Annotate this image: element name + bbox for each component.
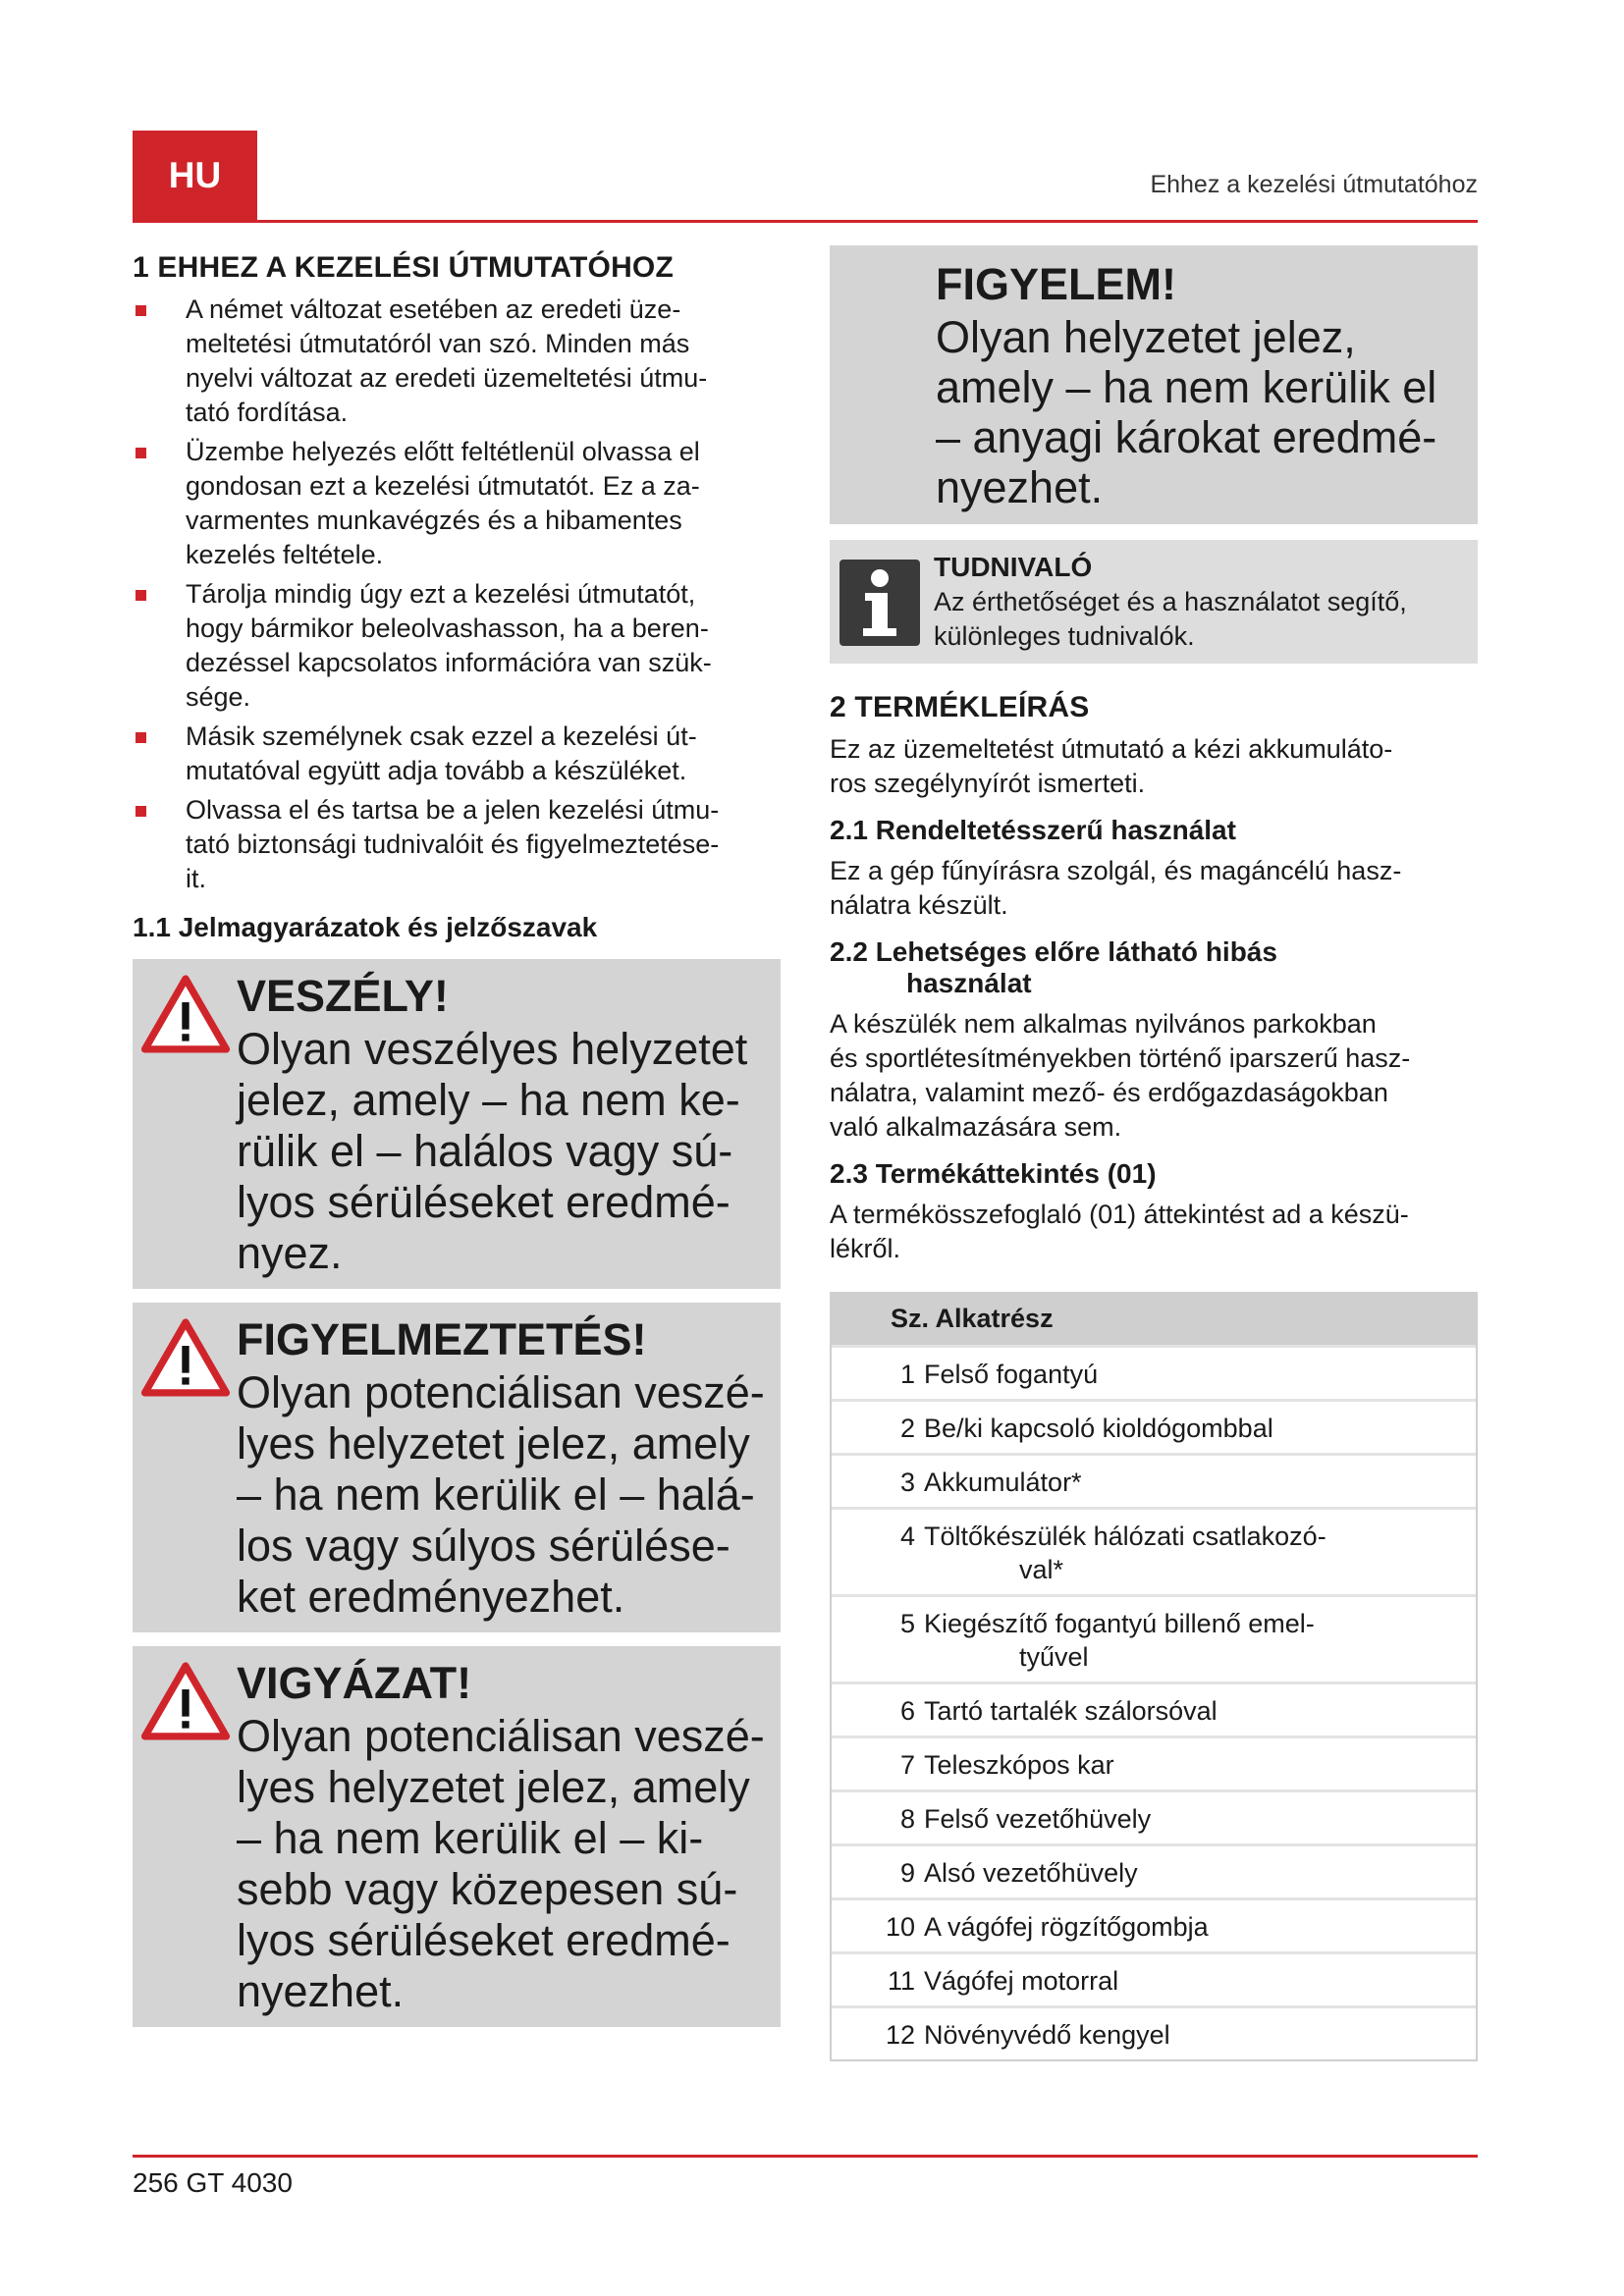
parts-table <box>830 1292 1478 2061</box>
bullet-square-icon <box>135 806 146 817</box>
bullet-item: Üzembe helyezés előtt feltétlenül olvassa el gondosan ezt a kezelési útmutatót. Ez a za- varmentes munkavégzés és a hibamentes kezelés feltétele. <box>133 435 781 572</box>
table-row: 7 Teleszkópos kar <box>832 1735 1476 1789</box>
section-1-title: 1 EHHEZ A KEZELÉSI ÚTMUTATÓHOZ <box>133 251 674 284</box>
section-2-title: 2 TERMÉKLEÍRÁS <box>830 691 1090 723</box>
warning-title: FIGYELMEZTETÉS! <box>237 1314 647 1364</box>
intro-bullet-list <box>133 293 781 896</box>
bullet-square-icon <box>135 590 146 601</box>
table-row: 11 Vágófej motorral <box>832 1951 1476 2005</box>
bullet-square-icon <box>135 732 146 743</box>
note-title: TUDNIVALÓ <box>934 552 1093 582</box>
subsection-2-3-title: 2.3 Termékáttekintés (01) <box>830 1158 1157 1189</box>
table-row: 12 Növényvédő kengyel <box>832 2005 1476 2059</box>
language-tab: HU <box>133 131 257 221</box>
table-row: 6 Tartó tartalék szálorsóval <box>832 1682 1476 1735</box>
bullet-item: Másik személynek csak ezzel a kezelési út- mutatóval együtt adja tovább a készüléket. <box>133 720 781 788</box>
bullet-item: A német változat esetében az eredeti üze- meltetési útmutatóról van szó. Minden más nyelvi változat az eredeti üzemeltetési útmu- tató fordítása. <box>133 293 781 430</box>
section-2-intro: Ez az üzemeltetést útmutató a kézi akkumuláto- ros szegélynyírót ismerteti. <box>830 734 1393 798</box>
bullet-square-icon <box>135 448 146 458</box>
table-row: 3 Akkumulátor* <box>832 1453 1476 1507</box>
info-icon <box>839 560 920 646</box>
note-text: Az érthetőséget és a használatot segítő, különleges tudnivalók. <box>934 587 1407 651</box>
parts-table-header: Sz. Alkatrész <box>832 1294 1476 1345</box>
table-row: 4 Töltőkészülék hálózati csatlakozó- val* <box>832 1507 1476 1594</box>
warning-triangle-icon <box>140 1316 231 1399</box>
header-rule <box>133 220 1478 223</box>
bullet-square-icon <box>135 305 146 316</box>
subsection-2-3-text: A termékösszefoglaló (01) áttekintést ad a készü- lékről. <box>830 1200 1409 1263</box>
table-row: 5 Kiegészítő fogantyú billenő emel- tyűvel <box>832 1594 1476 1682</box>
caution-box <box>133 1646 781 2027</box>
attention-text: Olyan helyzetet jelez, amely – ha nem kerülik el – anyagi károkat eredmé- nyezhet. <box>936 312 1437 512</box>
danger-title: VESZÉLY! <box>237 971 449 1021</box>
subsection-2-1-text: Ez a gép fűnyírásra szolgál, és magáncélú hasz- nálatra készült. <box>830 856 1402 920</box>
page-footer: 256 GT 4030 <box>133 2167 293 2198</box>
bullet-item: Olvassa el és tartsa be a jelen kezelési útmu- tató biztonsági tudnivalóit és figyelmeztetése- it. <box>133 793 781 896</box>
table-row: 2 Be/ki kapcsoló kioldógombbal <box>832 1399 1476 1453</box>
right-column <box>830 245 1478 2061</box>
subsection-2-2-title: 2.2 Lehetséges előre látható hibás használat <box>830 936 1277 998</box>
caution-title: VIGYÁZAT! <box>237 1658 472 1708</box>
table-row: 8 Felső vezetőhüvely <box>832 1789 1476 1843</box>
attention-title: FIGYELEM! <box>936 259 1176 309</box>
subsection-2-2-text: A készülék nem alkalmas nyilvános parkokban és sportlétesítményekben történő iparszerű hasz- nálatra, valamint mező- és erdőgazdaságokban való alkalmazására sem. <box>830 1009 1411 1142</box>
running-title: Ehhez a kezelési útmutatóhoz <box>1150 171 1478 198</box>
danger-box <box>133 959 781 1289</box>
warning-box <box>133 1303 781 1632</box>
warning-triangle-icon <box>140 973 231 1055</box>
table-row: 10 A vágófej rögzítőgombja <box>832 1897 1476 1951</box>
warning-text: Olyan potenciálisan veszé- lyes helyzetet jelez, amely – ha nem kerülik el – halá- los vagy súlyos sérülése- ket eredményezhet. <box>237 1367 765 1622</box>
table-row: 9 Alsó vezetőhüvely <box>832 1843 1476 1897</box>
table-row: 1 Felső fogantyú <box>832 1345 1476 1399</box>
caution-text: Olyan potenciálisan veszé- lyes helyzetet jelez, amely – ha nem kerülik el – ki- sebb vagy közepesen sú- lyos sérüléseket eredmé- nyezhet. <box>237 1711 765 2016</box>
subsection-2-1-title: 2.1 Rendeltetésszerű használat <box>830 815 1236 845</box>
note-box <box>830 540 1478 664</box>
warning-triangle-icon <box>140 1660 231 1742</box>
attention-box <box>830 245 1478 524</box>
bullet-item: Tárolja mindig úgy ezt a kezelési útmutatót, hogy bármikor beleolvashasson, ha a beren- dezéssel kapcsolatos információra van szük- sége. <box>133 577 781 715</box>
danger-text: Olyan veszélyes helyzetet jelez, amely – ha nem ke- rülik el – halálos vagy sú- lyos sérüléseket eredmé- nyez. <box>237 1024 748 1278</box>
footer-rule <box>133 2155 1478 2158</box>
left-column <box>133 245 781 2041</box>
subsection-1-1-title: 1.1 Jelmagyarázatok és jelzőszavak <box>133 912 598 942</box>
